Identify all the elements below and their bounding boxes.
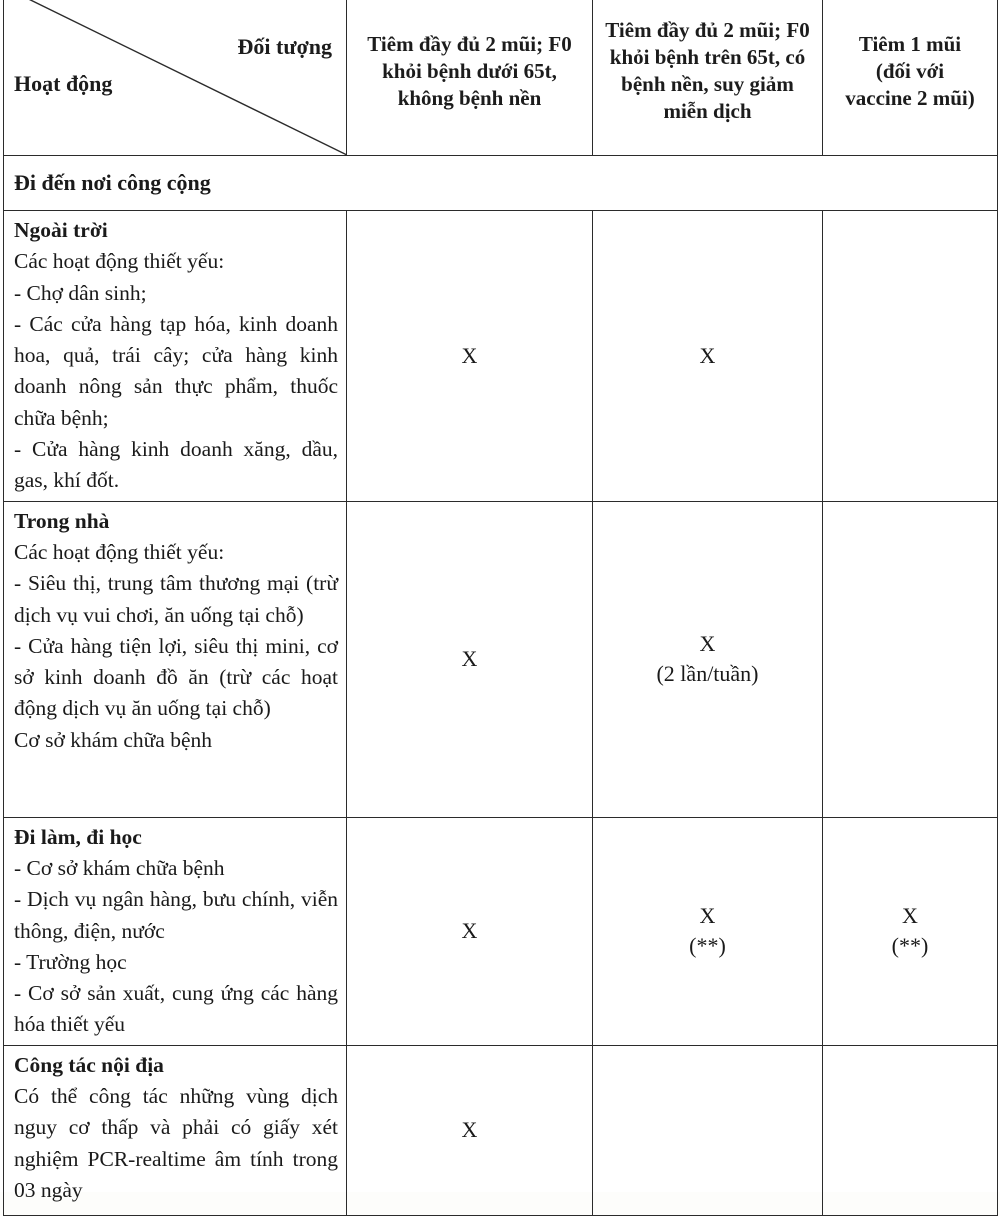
section-title: Đi đến nơi công cộng xyxy=(4,156,998,211)
header-row xyxy=(4,0,998,156)
mark-cell-col2 xyxy=(593,817,823,1045)
activity-line: - Cửa hàng kinh doanh xăng, dầu, gas, khí đốt. xyxy=(14,437,338,493)
mark-cell-col1 xyxy=(347,1045,593,1215)
activity-line: Các hoạt động thiết yếu: xyxy=(14,249,225,274)
mark-x: X xyxy=(699,631,716,657)
mark-cell-col3 xyxy=(823,1045,998,1215)
activity-cell xyxy=(4,501,347,817)
activity-heading: Công tác nội địa xyxy=(14,1052,164,1077)
table-row xyxy=(4,211,998,502)
mark-cell-col2 xyxy=(593,1045,823,1215)
table-row xyxy=(4,1045,998,1215)
table-row xyxy=(4,817,998,1045)
mark-x: X xyxy=(902,903,918,929)
mark-x: X xyxy=(461,646,478,672)
mark-note: (2 lần/tuần) xyxy=(656,661,759,687)
rules-table xyxy=(3,0,998,1216)
mark-cell-col2 xyxy=(593,501,823,817)
activity-cell xyxy=(4,211,347,502)
mark-x: X xyxy=(699,903,716,929)
activity-heading: Trong nhà xyxy=(14,508,110,533)
table-row xyxy=(4,501,998,817)
activity-heading: Ngoài trời xyxy=(14,218,108,242)
activity-line: - Trường học xyxy=(14,949,127,974)
activity-heading: Đi làm, đi học xyxy=(14,824,142,849)
mark-note: (**) xyxy=(891,933,929,959)
activity-line: - Cơ sở khám chữa bệnh xyxy=(14,855,225,880)
activity-cell xyxy=(4,1045,347,1215)
column-header-one-dose: Tiêm 1 mũi (đối với vaccine 2 mũi) xyxy=(823,0,998,156)
activity-line: - Siêu thị, trung tâm thương mại (trừ dịch vụ vui chơi, ăn uống tại chỗ) xyxy=(14,571,338,627)
mark-x: X xyxy=(699,342,716,368)
mark-cell-col3 xyxy=(823,211,998,502)
activity-line: - Chợ dân sinh; xyxy=(14,280,147,305)
mark-cell-col1 xyxy=(347,211,593,502)
column-header-full-under65: Tiêm đầy đủ 2 mũi; F0 khỏi bệnh dưới 65t, không bệnh nền xyxy=(347,0,593,156)
activity-line: Cơ sở khám chữa bệnh xyxy=(14,727,212,752)
mark-note: (**) xyxy=(689,933,726,959)
activity-line: - Cơ sở sản xuất, cung ứng các hàng hóa thiết yếu xyxy=(14,981,338,1037)
mark-x: X xyxy=(461,342,478,368)
activity-line: Có thể công tác những vùng dịch nguy cơ thấp và phải có giấy xét nghiệm PCR-realtime âm tính trong 03 ngày xyxy=(14,1084,338,1202)
activity-cell xyxy=(4,817,347,1045)
object-label: Đối tượng xyxy=(237,34,332,59)
mark-cell-col1 xyxy=(347,501,593,817)
mark-cell-col2 xyxy=(593,211,823,502)
mark-cell-col3 xyxy=(823,817,998,1045)
activity-line: Các hoạt động thiết yếu: xyxy=(14,539,225,564)
mark-cell-col1 xyxy=(347,817,593,1045)
mark-x: X xyxy=(461,1117,478,1143)
activity-line: - Các cửa hàng tạp hóa, kinh doanh hoa, quả, trái cây; cửa hàng kinh doanh nông sản thực phẩm, thuốc chữa bệnh; xyxy=(14,311,338,430)
activity-line: - Cửa hàng tiện lợi, siêu thị mini, cơ sở kinh doanh đồ ăn (trừ các hoạt động dịch vụ ăn uống tại chỗ) xyxy=(14,633,338,721)
section-row xyxy=(4,156,998,211)
mark-x: X xyxy=(461,918,478,944)
activity-label: Hoạt động xyxy=(14,71,113,96)
corner-header-cell xyxy=(4,0,347,156)
column-header-full-over65: Tiêm đầy đủ 2 mũi; F0 khỏi bệnh trên 65t, có bệnh nền, suy giảm miễn dịch xyxy=(593,0,823,156)
mark-cell-col3 xyxy=(823,501,998,817)
activity-line: - Dịch vụ ngân hàng, bưu chính, viễn thông, điện, nước xyxy=(14,887,338,943)
